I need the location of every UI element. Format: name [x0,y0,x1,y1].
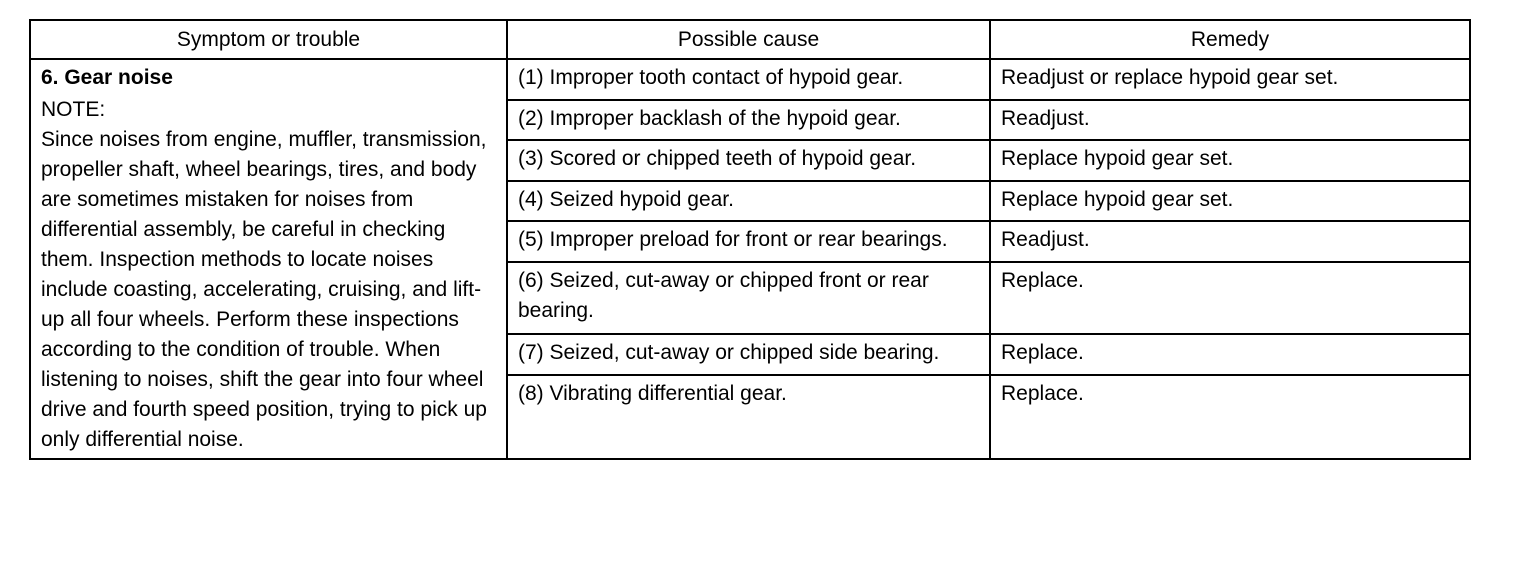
cause-cell [507,262,990,335]
note-label: NOTE: [41,98,106,121]
cause-text: (7) Seized, cut-away or chipped side bearing. [518,341,940,365]
remedy-cell [990,100,1470,141]
remedy-text: Readjust. [1001,228,1090,252]
cause-cell [507,181,990,222]
symptom-cell [30,59,507,459]
cause-text: (5) Improper preload for front or rear bearings. [518,228,948,252]
header-row [30,20,1470,59]
cause-cell [507,140,990,181]
cause-cell [507,100,990,141]
header-remedy: Remedy [990,20,1470,59]
cause-cell [507,59,990,100]
cause-cell [507,375,990,459]
cause-text: (4) Seized hypoid gear. [518,187,734,211]
cause-text: (3) Scored or chipped teeth of hypoid gear. [518,147,917,171]
remedy-text: Replace hypoid gear set. [1001,187,1234,211]
symptom-title: 6. Gear noise [41,66,173,89]
remedy-text: Readjust or replace hypoid gear set. [1001,66,1339,89]
remedy-cell [990,140,1470,181]
remedy-cell [990,181,1470,222]
remedy-text: Replace. [1001,268,1084,292]
header-cause: Possible cause [507,20,990,59]
cause-text: (8) Vibrating differential gear. [518,382,787,405]
remedy-cell [990,59,1470,100]
remedy-text: Replace hypoid gear set. [1001,147,1234,171]
remedy-cell [990,375,1470,459]
remedy-cell [990,221,1470,262]
cause-text: (1) Improper tooth contact of hypoid gear. [518,66,904,89]
cause-text: (2) Improper backlash of the hypoid gear. [518,106,901,130]
header-symptom: Symptom or trouble [30,20,507,59]
remedy-text: Replace. [1001,341,1084,365]
cause-cell [507,221,990,262]
remedy-text: Readjust. [1001,106,1090,130]
remedy-cell [990,334,1470,375]
cause-text: (6) Seized, cut-away or chipped front or rear bearing. [518,268,929,322]
cause-cell [507,334,990,375]
note-text: Since noises from engine, muffler, transmission, propeller shaft, wheel bearings, tires, and body are sometimes mistaken for noises from differential assembly, be careful in checking them. Inspection methods to locate noises include coasting, accelerating, cruising, and lift-up all four wheels. Perform these inspections according to the condition of trouble. When listening to noises, shift the gear into four wheel drive and fourth speed position, trying to pick up only differential noise. [41,128,487,451]
troubleshooting-table [29,19,1471,460]
remedy-cell [990,262,1470,335]
remedy-text: Replace. [1001,382,1084,405]
table-row [30,59,1470,100]
